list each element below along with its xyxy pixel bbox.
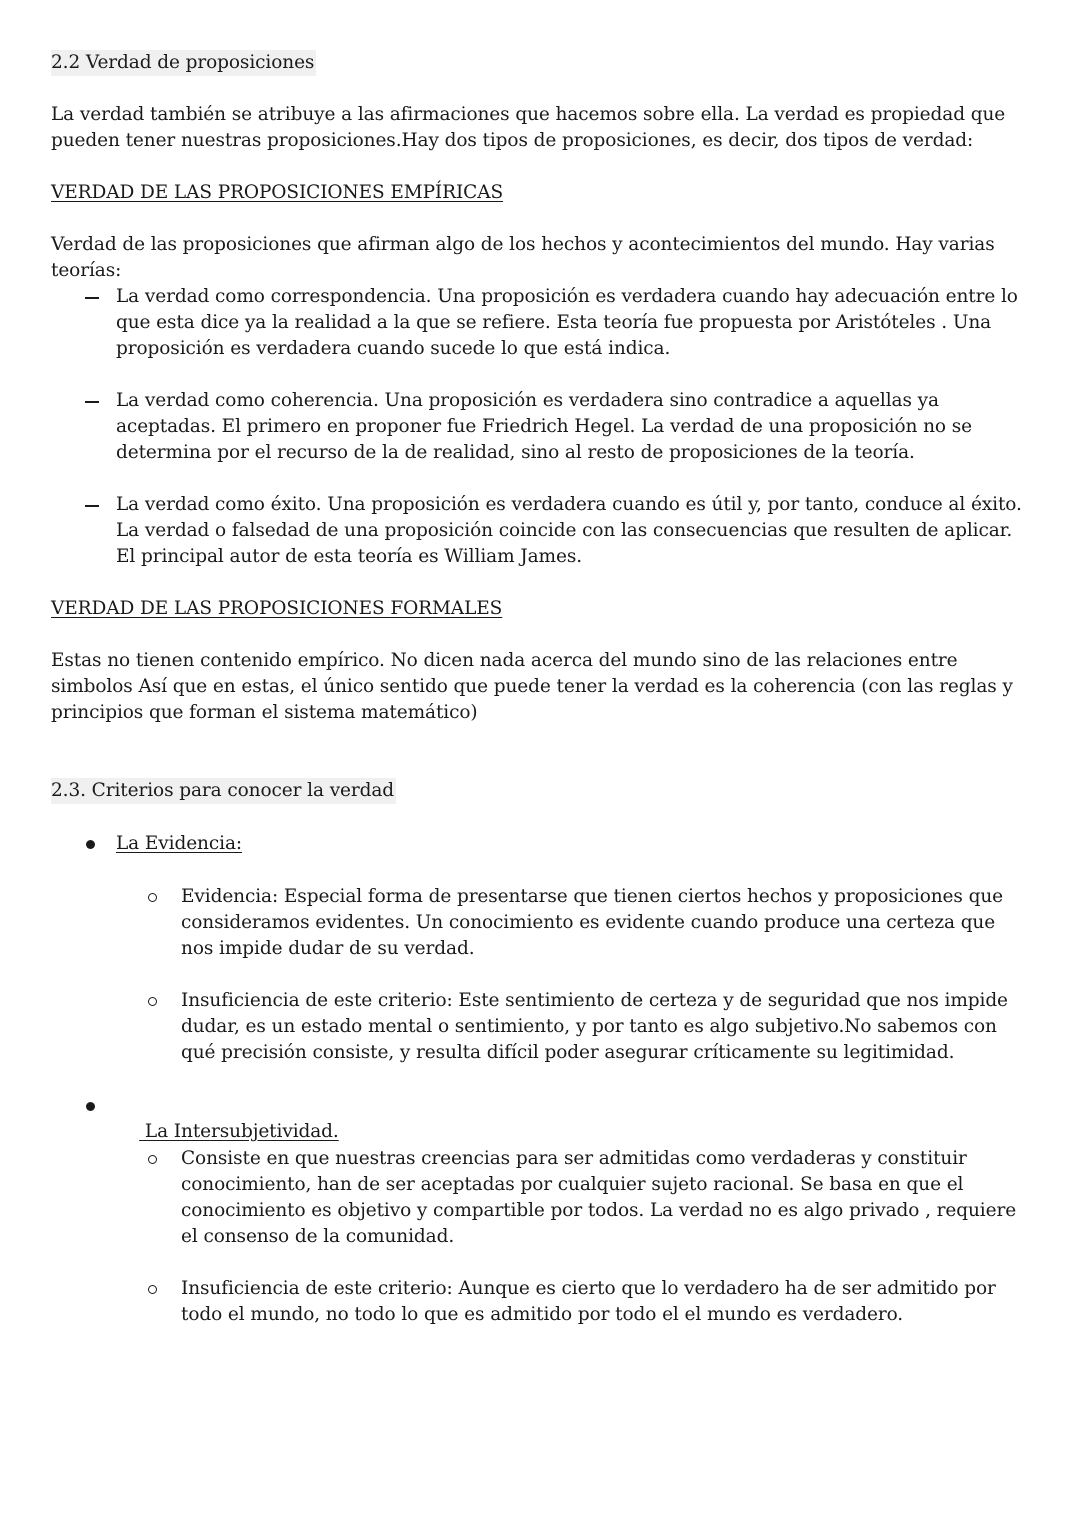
theory-coherencia: La verdad como coherencia. Una proposición es verdadera sino contradice a aquellas ya aceptadas. El primero en proponer fue Friedrich Hegel. La verdad de una proposición no se determina por el recurso de la de realidad, sino al resto de proposiciones de la teoría. (116, 390, 972, 463)
intersubjetividad-insuficiencia: Insuficiencia de este criterio: Aunque es cierto que lo verdadero ha de ser admitido por todo el mundo, no todo lo que es admitido por todo el el mundo es verdadero. (181, 1278, 996, 1325)
theory-correspondencia: La verdad como correspondencia. Una proposición es verdadera cuando hay adecuación entre lo que esta dice ya la realidad a la que se refiere. Esta teoría fue propuesta por Aristóteles . Una proposición es verdadera cuando sucede lo que está indica. (116, 286, 1018, 359)
dash-icon (85, 505, 99, 507)
empiricas-heading (51, 180, 1036, 206)
section-2-2-title (51, 50, 1036, 76)
criterion-evidencia-label-text: La Evidencia: (116, 833, 243, 854)
evidencia-definition: Evidencia: Especial forma de presentarse que tienen ciertos hechos y proposiciones que consideramos evidentes. Un conocimiento es evidente cuando produce una certeza que nos impide dudar de su verdad. (181, 886, 1003, 959)
circle-bullet-icon (148, 893, 157, 902)
bullet-icon (86, 1102, 95, 1111)
formales-text: Estas no tienen contenido empírico. No dicen nada acerca del mundo sino de las relaciones entre simbolos Así que en estas, el único sentido que puede tener la verdad es la coherencia (con las reglas y principios que forman el sistema matemático) (51, 650, 1013, 723)
formales-heading-text: VERDAD DE LAS PROPOSICIONES FORMALES (51, 598, 503, 619)
formales-heading (51, 596, 1036, 622)
section-2-2-intro: La verdad también se atribuye a las afirmaciones que hacemos sobre ella. La verdad es propiedad que pueden tener nuestras proposiciones.Hay dos tipos de proposiciones, es decir, dos tipos de verdad: (51, 104, 1006, 151)
bullet-icon (86, 840, 95, 849)
criterion-intersubjetividad-label-text: La Intersubjetividad. (139, 1121, 339, 1142)
dash-icon (85, 401, 99, 403)
empiricas-heading-text: VERDAD DE LAS PROPOSICIONES EMPÍRICAS (51, 182, 504, 203)
intersubjetividad-definition: Consiste en que nuestras creencias para ser admitidas como verdaderas y constituir conocimiento, han de ser aceptadas por cualquier sujeto racional. Se basa en que el conocimiento es objetivo y compartible por todos. La verdad no es algo privado , requiere el consenso de la comunidad. (181, 1148, 1017, 1247)
circle-bullet-icon (148, 997, 157, 1006)
section-2-3-title (51, 778, 1036, 804)
circle-bullet-icon (148, 1285, 157, 1294)
theory-exito: La verdad como éxito. Una proposición es verdadera cuando es útil y, por tanto, conduce al éxito. La verdad o falsedad de una proposición coincide con las consecuencias que resulten de aplicar. El principal autor de esta teoría es William James. (116, 494, 1022, 567)
dash-icon (85, 297, 99, 299)
section-2-3-title-text: 2.3. Criterios para conocer la verdad (51, 778, 396, 804)
empiricas-intro: Verdad de las proposiciones que afirman algo de los hechos y acontecimientos del mundo. Hay varias teorías: (51, 234, 995, 281)
circle-bullet-icon (148, 1155, 157, 1164)
criterion-evidencia-label (116, 831, 242, 857)
evidencia-insuficiencia: Insuficiencia de este criterio: Este sentimiento de certeza y de seguridad que nos impide dudar, es un estado mental o sentimiento, y por tanto es algo subjetivo.No sabemos con qué precisión consiste, y resulta difícil poder asegurar críticamente su legitimidad. (181, 990, 1008, 1063)
section-2-2-title-text: 2.2 Verdad de proposiciones (51, 50, 316, 76)
